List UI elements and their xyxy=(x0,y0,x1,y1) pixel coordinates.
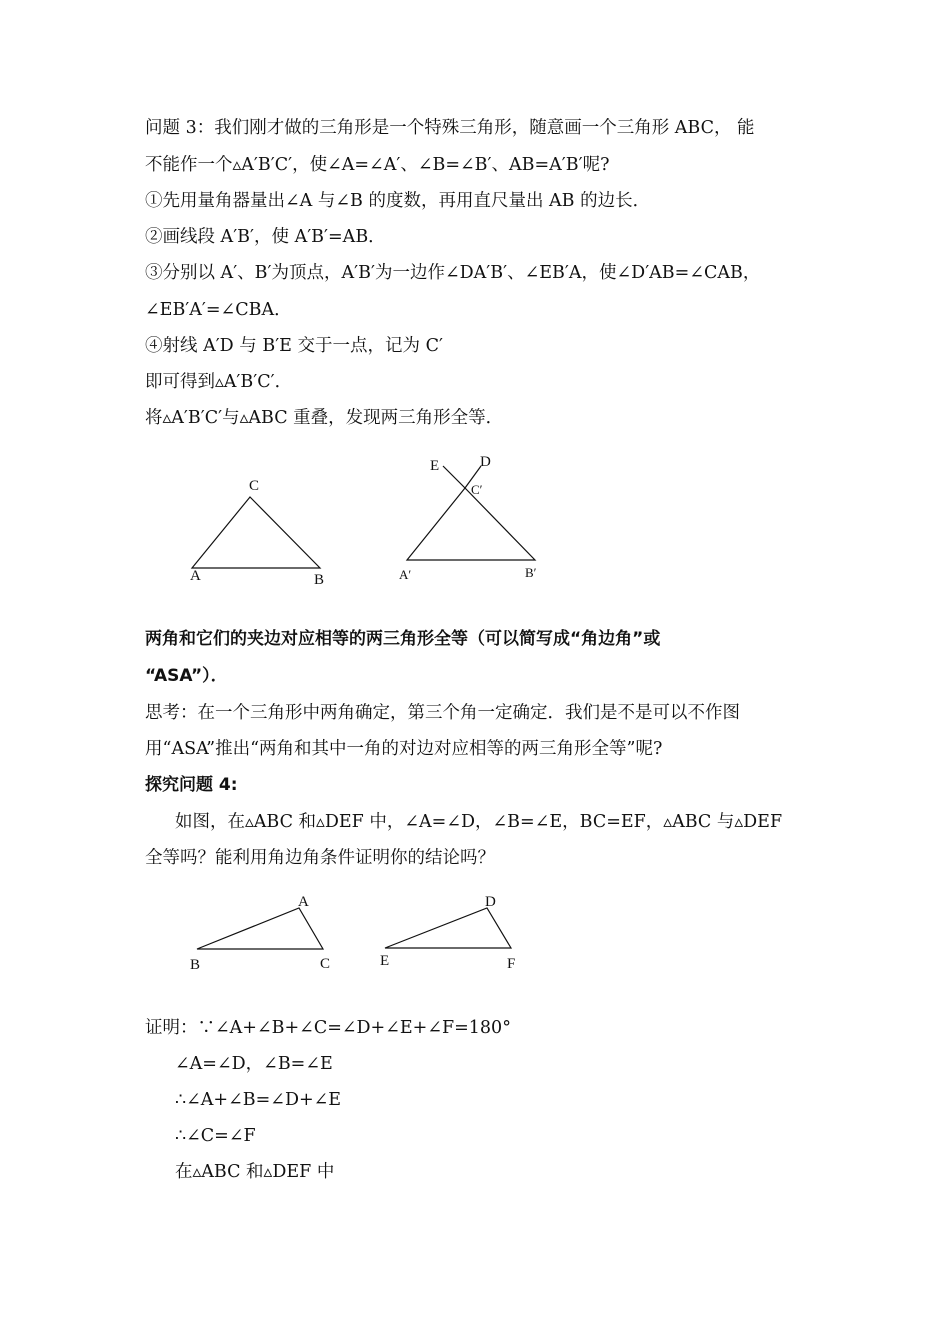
triangle-def-shape xyxy=(385,908,511,948)
problem4-line2: 全等吗？能利用角边角条件证明你的结论吗？ xyxy=(145,848,495,868)
problem4-line1: 如图，在▵ABC 和▵DEF 中，∠A=∠D，∠B=∠E，BC=EF，▵ABC 与▵DEF xyxy=(175,812,783,832)
think-line1: 思考：在一个三角形中两角确定，第三个角一定确定．我们是不是可以不作图 xyxy=(145,703,740,723)
figure-triangle-a-prime xyxy=(395,450,555,590)
problem3-step2: ②画线段 A′B′，使 A′B′=AB． xyxy=(145,227,386,247)
triangle-abc-2-shape xyxy=(197,908,323,949)
problem3-step1: ①先用量角器量出∠A 与∠B 的度数，再用直尺量出 AB 的边长． xyxy=(145,191,651,211)
label-e: E xyxy=(430,458,440,474)
triangle-abc-shape xyxy=(192,497,320,568)
think-line2: 用“ASA”推出“两角和其中一角的对边对应相等的两三角形全等”呢? xyxy=(145,739,663,759)
label-e-2: E xyxy=(380,953,390,969)
proof-line1: 证明：∵∠A+∠B+∠C=∠D+∠E+∠F=180° xyxy=(145,1018,511,1038)
problem3-conclusion: 将▵A′B′C′与▵ABC 重叠，发现两三角形全等． xyxy=(145,408,504,428)
label-c-prime: C′ xyxy=(471,482,483,497)
problem3-line2: 不能作一个▵A′B′C′，使∠A=∠A′、∠B=∠B′、AB=A′B′呢? xyxy=(145,155,610,175)
proof-line2: ∠A=∠D，∠B=∠E xyxy=(175,1054,333,1074)
label-b-2: B xyxy=(190,957,201,973)
label-a-2: A xyxy=(298,894,309,910)
figure-triangle-def xyxy=(375,890,535,980)
asa-theorem-line1: 两角和它们的夹边对应相等的两三角形全等（可以简写成“角边角”或 xyxy=(145,629,661,649)
label-b-prime: B′ xyxy=(525,565,537,580)
label-d-2: D xyxy=(485,894,496,910)
label-a: A xyxy=(190,568,201,584)
proof-line4: ∴∠C=∠F xyxy=(175,1126,256,1146)
ray-b-prime-e xyxy=(443,466,465,488)
problem3-step4: ④射线 A′D 与 B′E 交于一点，记为 C′ xyxy=(145,336,443,356)
triangle-a-prime-shape xyxy=(407,488,535,560)
label-b: B xyxy=(314,572,325,588)
proof-line5: 在▵ABC 和▵DEF 中 xyxy=(175,1162,335,1182)
label-c: C xyxy=(249,478,260,494)
label-d: D xyxy=(480,454,491,470)
label-c-2: C xyxy=(320,956,331,972)
proof-line3: ∴∠A+∠B=∠D+∠E xyxy=(175,1090,342,1110)
asa-theorem-line2: “ASA”）． xyxy=(145,666,228,686)
problem3-line1: 问题 3：我们刚才做的三角形是一个特殊三角形，随意画一个三角形 ABC， 能 xyxy=(145,118,755,138)
problem3-step3b: ∠EB′A′=∠CBA． xyxy=(145,300,292,320)
label-a-prime: A′ xyxy=(399,567,412,582)
figure-triangle-abc xyxy=(180,470,340,590)
figure-triangle-abc-2 xyxy=(185,890,345,980)
problem3-step3a: ③分别以 A′、B′为顶点，A′B′为一边作∠DA′B′、∠EB′A，使∠D′AB=∠CAB， xyxy=(145,263,761,283)
label-f-2: F xyxy=(507,956,516,972)
problem4-heading: 探究问题 4: xyxy=(145,775,238,795)
problem3-result: 即可得到▵A′B′C′． xyxy=(145,372,293,392)
